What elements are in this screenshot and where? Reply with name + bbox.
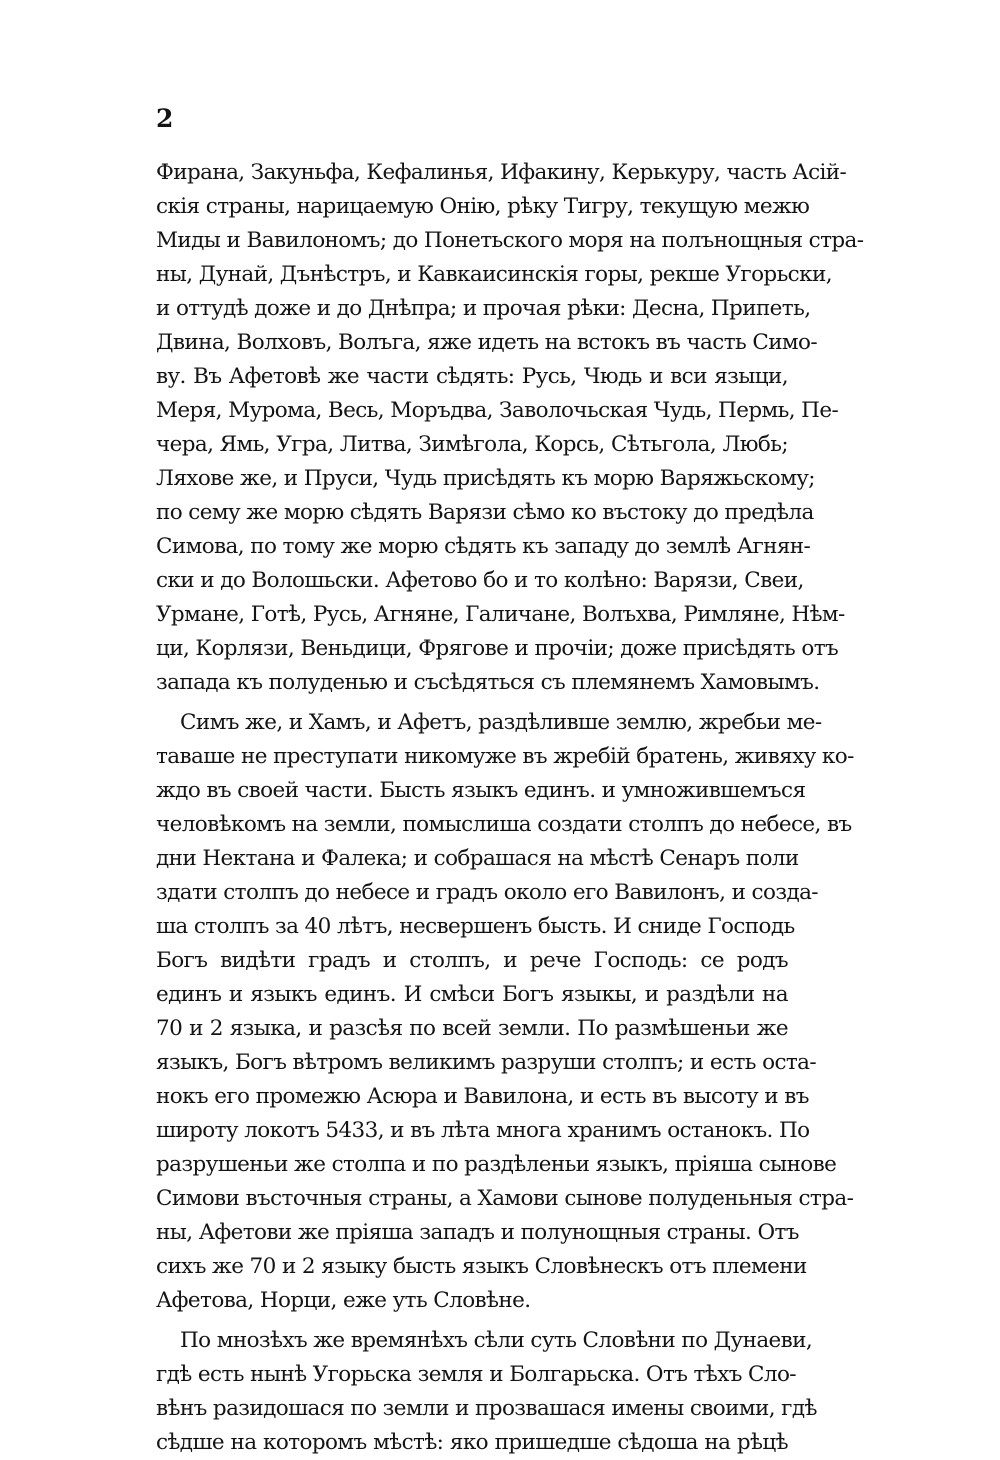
text-line: дни Нектана и Фалека; и собрашася на мѣстѣ Сенаръ поли — [156, 846, 799, 871]
text-line: единъ и языкъ единъ. И смѣси Богъ языкы, и раздѣли на — [156, 982, 788, 1007]
text-line: вѣнъ разидошася по земли и прозвашася имены своими, гдѣ — [156, 1396, 817, 1421]
text-line: ци, Корлязи, Веньдици, Фрягове и прочіи; доже присѣдять отъ — [156, 636, 839, 661]
text-line: Ляхове же, и Пруси, Чудь присѣдять къ морю Варяжьскому; — [156, 466, 815, 491]
paragraph-1 — [156, 156, 864, 700]
text-line: таваше не преступати никомуже въ жребій братень, живяху ко- — [156, 744, 854, 769]
text-line: здати столпъ до небесе и градъ около его Вавилонъ, и созда- — [156, 880, 818, 905]
paragraph-2 — [156, 706, 854, 1318]
text-line: Богъ видѣти градъ и столпъ, и рече Господь: се родъ — [156, 948, 788, 973]
text-line: Симъ же, и Хамъ, и Афетъ, раздѣливше землю, жребьи ме- — [180, 710, 822, 735]
text-line: чера, Ямь, Угра, Литва, Зимѣгола, Корсь, Сѣтьгола, Любь; — [156, 432, 788, 457]
text-line: Миды и Вавилономъ; до Понетьского моря на полънощныя стра- — [156, 228, 864, 253]
text-line: Урмане, Готѣ, Русь, Агняне, Галичане, Волъхва, Римляне, Нѣм- — [156, 602, 845, 627]
text-line: ны, Дунай, Дънѣстръ, и Кавкаисинскія горы, рекше Угорьски, — [156, 262, 832, 287]
text-line: Меря, Мурома, Весь, Моръдва, Заволочьская Чудь, Пермь, Пе- — [156, 398, 839, 423]
text-line: языкъ, Богъ вѣтромъ великимъ разруши столпъ; и есть оста- — [156, 1050, 817, 1075]
text-line: нокъ его промежю Асюра и Вавилона, и есть въ высоту и въ — [156, 1084, 809, 1109]
page-number: 2 — [156, 104, 174, 133]
text-line: сихъ же 70 и 2 языку бысть языкъ Словѣнескъ отъ племени — [156, 1254, 807, 1279]
text-line: и оттудѣ доже и до Днѣпра; и прочая рѣки: Десна, Припеть, — [156, 296, 811, 321]
text-line: разрушеньи же столпа и по раздѣленьи языкъ, пріяша сынове — [156, 1152, 837, 1177]
paragraph-3 — [156, 1324, 817, 1460]
text-line: человѣкомъ на земли, помыслиша создати столпъ до небесе, въ — [156, 812, 852, 837]
text-line: Фирана, Закуньфа, Кефалинья, Ифакину, Керькуру, часть Асій- — [156, 160, 847, 185]
text-line: Симови въсточныя страны, а Хамови сынове полуденьныя стра- — [156, 1186, 854, 1211]
text-line: ны, Афетови же пріяша западъ и полунощныя страны. Отъ — [156, 1220, 799, 1245]
text-line: Афетова, Норци, еже уть Словѣне. — [156, 1288, 531, 1313]
text-line: по сему же морю сѣдять Варязи сѣмо ко въстоку до предѣла — [156, 500, 814, 525]
text-line: ски и до Волошьски. Афетово бо и то колѣно: Варязи, Свеи, — [156, 568, 804, 593]
text-line: Симова, по тому же морю сѣдять къ западу до землѣ Агнян- — [156, 534, 811, 559]
text-line: запада къ полуденью и съсѣдяться съ племянемъ Хамовымъ. — [156, 670, 820, 695]
text-line: По мнозѣхъ же времянѣхъ сѣли суть Словѣни по Дунаеви, — [180, 1328, 813, 1353]
text-line: ждо въ своей части. Бысть языкъ единъ. и умножившемъся — [156, 778, 806, 803]
text-line: ша столпъ за 40 лѣтъ, несвершенъ бысть. И сниде Господь — [156, 914, 795, 939]
text-line: 70 и 2 языка, и разсѣя по всей земли. По размѣшеньи же — [156, 1016, 788, 1041]
text-line: сѣдше на которомъ мѣстѣ: яко пришедше сѣдоша на рѣцѣ — [156, 1430, 788, 1455]
text-line: Двина, Волховъ, Волъга, яже идеть на встокъ въ часть Симо- — [156, 330, 818, 355]
text-line: широту локотъ 5433, и въ лѣта многа хранимъ останокъ. По — [156, 1118, 810, 1143]
text-line: ву. Въ Афетовѣ же части сѣдять: Русь, Чюдь и вси языци, — [156, 364, 788, 389]
text-line: гдѣ есть нынѣ Угорьска земля и Болгарьска. Отъ тѣхъ Сло- — [156, 1362, 796, 1387]
text-line: скія страны, нарицаемую Онію, рѣку Тигру, текущую межю — [156, 194, 810, 219]
text-block — [156, 156, 864, 1460]
